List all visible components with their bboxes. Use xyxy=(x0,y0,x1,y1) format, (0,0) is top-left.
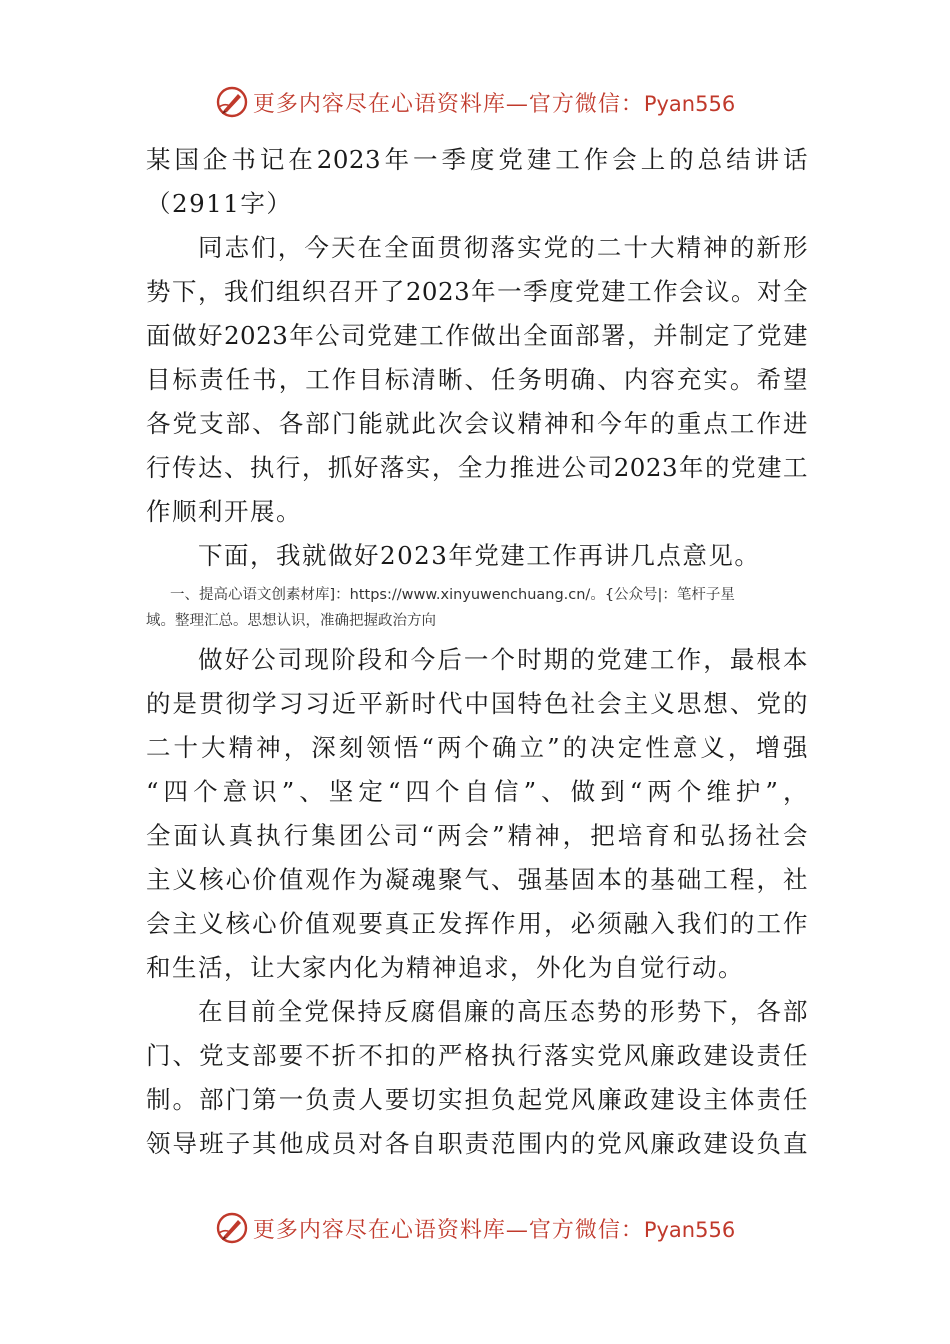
text-line: 二十大精神，深刻领悟“两个确立”的决定性意义，增强 xyxy=(146,733,808,762)
text-line: 的是贯彻学习习近平新时代中国特色社会主义思想、党的 xyxy=(146,689,808,718)
document-title-wordcount: （2911字） xyxy=(146,189,293,218)
document-title: 某国企书记在2023年一季度党建工作会上的总结讲话 xyxy=(146,145,808,174)
banner-text: 更多内容尽在心语资料库—官方微信：Pyan556 xyxy=(252,91,736,117)
text-line: 各党支部、各部门能就此次会议精神和今年的重点工作进 xyxy=(146,409,808,438)
text-line: 领导班子其他成员对各自职责范围内的党风廉政建设负直 xyxy=(146,1129,808,1158)
text-line: 同志们，今天在全面贯彻落实党的二十大精神的新形 xyxy=(198,233,808,262)
header-banner xyxy=(0,82,950,122)
paragraph-opening xyxy=(146,226,808,534)
paragraph-ideology xyxy=(146,638,808,990)
paragraph-anticorruption xyxy=(146,990,808,1166)
section-heading-small xyxy=(146,582,808,634)
banner-text: 更多内容尽在心语资料库—官方微信：Pyan556 xyxy=(252,1217,736,1243)
text-line: 行传达、执行，抓好落实，全力推进公司2023年的党建工 xyxy=(146,453,808,482)
footer-banner xyxy=(0,1208,950,1248)
text-line: 一、提高心语文创素材库]：https://www.xinyuwenchuang.cn/。{公众号|：笔杆子星 xyxy=(170,587,735,603)
text-line: 做好公司现阶段和今后一个时期的党建工作，最根本 xyxy=(198,645,808,674)
text-line: 面做好2023年公司党建工作做出全面部署，并制定了党建 xyxy=(146,321,808,350)
text-line: 势下，我们组织召开了2023年一季度党建工作会议。对全 xyxy=(146,277,808,306)
pen-logo-icon xyxy=(215,1211,249,1245)
text-line: 域。整理汇总。思想认识，准确把握政治方向 xyxy=(146,613,436,629)
text-line: 制。部门第一负责人要切实担负起党风廉政建设主体责任 xyxy=(146,1085,808,1114)
text-line: 会主义核心价值观要真正发挥作用，必须融入我们的工作 xyxy=(146,909,808,938)
text-line: 和生活，让大家内化为精神追求，外化为自觉行动。 xyxy=(146,953,744,982)
text-line: 在目前全党保持反腐倡廉的高压态势的形势下，各部 xyxy=(198,997,808,1026)
text-line: 全面认真执行集团公司“两会”精神，把培育和弘扬社会 xyxy=(146,821,808,850)
paragraph-intro: 下面，我就做好2023年党建工作再讲几点意见。 xyxy=(198,541,761,570)
text-line: 主义核心价值观作为凝魂聚气、强基固本的基础工程，社 xyxy=(146,865,808,894)
text-line: 门、党支部要不折不扣的严格执行落实党风廉政建设责任 xyxy=(146,1041,808,1070)
document-body xyxy=(146,138,808,1166)
text-line: “四个意识”、坚定“四个自信”、做到“两个维护”， xyxy=(146,777,808,806)
text-line: 作顺利开展。 xyxy=(146,497,302,526)
text-line: 目标责任书，工作目标清晰、任务明确、内容充实。希望 xyxy=(146,365,808,394)
pen-logo-icon xyxy=(215,85,249,119)
